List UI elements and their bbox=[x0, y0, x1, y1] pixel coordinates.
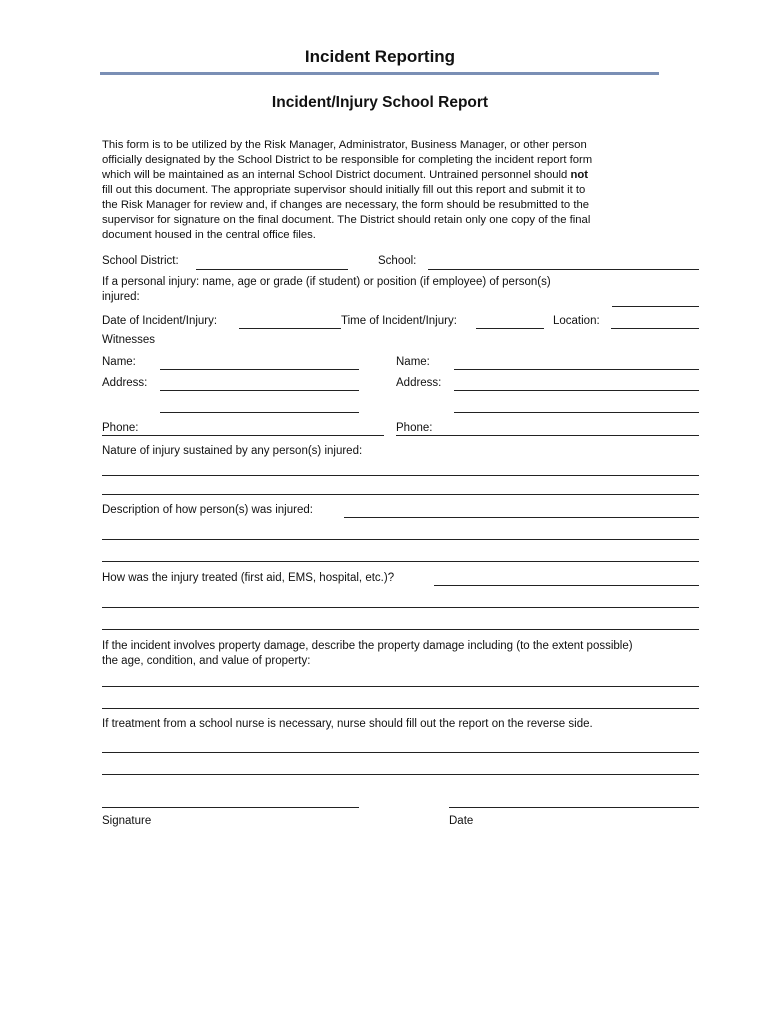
signature-field[interactable] bbox=[102, 807, 359, 808]
witness-address-field-right[interactable] bbox=[454, 390, 699, 391]
time-label: Time of Incident/Injury: bbox=[341, 315, 457, 327]
intro-emphasis: not bbox=[570, 169, 589, 181]
intro-line bbox=[102, 168, 662, 183]
witness-phone-label-right: Phone: bbox=[396, 422, 433, 434]
nurse-line-1[interactable] bbox=[102, 752, 699, 753]
school-district-label: School District: bbox=[102, 255, 179, 267]
page-header-title: Incident Reporting bbox=[304, 47, 456, 66]
witness-address-field-left-2[interactable] bbox=[160, 412, 359, 413]
school-field[interactable] bbox=[428, 269, 699, 270]
school-label: School: bbox=[378, 255, 417, 267]
witness-address-label-right: Address: bbox=[396, 377, 442, 389]
date-signed-label: Date bbox=[449, 815, 474, 827]
property-damage-line-2[interactable] bbox=[102, 708, 699, 709]
description-line-1[interactable] bbox=[344, 517, 699, 518]
person-injured-field[interactable] bbox=[612, 306, 699, 307]
witness-name-label-right: Name: bbox=[396, 356, 430, 368]
intro-paragraph bbox=[102, 138, 662, 243]
intro-line: the Risk Manager for review and, if changes are necessary, the form should be resubmitted to the bbox=[102, 199, 590, 211]
school-district-field[interactable] bbox=[196, 269, 348, 270]
witness-address-field-right-2[interactable] bbox=[454, 412, 699, 413]
witness-address-field-left[interactable] bbox=[160, 390, 359, 391]
witness-name-field-right[interactable] bbox=[454, 369, 699, 370]
property-damage-label-cont: the age, condition, and value of property: bbox=[102, 655, 311, 667]
nature-of-injury-line-1[interactable] bbox=[102, 475, 699, 476]
location-label: Location: bbox=[553, 315, 600, 327]
nature-of-injury-line-2[interactable] bbox=[102, 494, 699, 495]
witness-phone-field-left[interactable] bbox=[102, 435, 384, 436]
signature-label: Signature bbox=[102, 815, 152, 827]
intro-line: supervisor for signature on the final document. The District should retain only one copy of the final bbox=[102, 214, 591, 226]
witness-address-label-left: Address: bbox=[102, 377, 148, 389]
witness-name-field-left[interactable] bbox=[160, 369, 359, 370]
witness-name-label-left: Name: bbox=[102, 356, 136, 368]
location-field[interactable] bbox=[611, 328, 699, 329]
intro-line: officially designated by the School District to be responsible for completing the incident report form bbox=[102, 154, 593, 166]
intro-line: This form is to be utilized by the Risk Manager, Administrator, Business Manager, or other person bbox=[102, 139, 587, 151]
property-damage-line-1[interactable] bbox=[102, 686, 699, 687]
nature-of-injury-label: Nature of injury sustained by any person(s) injured: bbox=[102, 445, 363, 457]
personal-injury-label-cont: injured: bbox=[102, 291, 140, 303]
treatment-label: How was the injury treated (first aid, EMS, hospital, etc.)? bbox=[102, 572, 395, 584]
treatment-line-3[interactable] bbox=[102, 629, 699, 630]
nurse-line-2[interactable] bbox=[102, 774, 699, 775]
witness-phone-field-right[interactable] bbox=[396, 435, 699, 436]
date-signed-field[interactable] bbox=[449, 807, 699, 808]
personal-injury-label: If a personal injury: name, age or grade (if student) or position (if employee) of person(s) bbox=[102, 276, 551, 288]
header-divider bbox=[100, 72, 659, 75]
form-title: Incident/Injury School Report bbox=[271, 94, 489, 111]
description-line-3[interactable] bbox=[102, 561, 699, 562]
description-label: Description of how person(s) was injured: bbox=[102, 504, 313, 516]
date-field[interactable] bbox=[239, 328, 341, 329]
treatment-line-2[interactable] bbox=[102, 607, 699, 608]
time-field[interactable] bbox=[476, 328, 544, 329]
witnesses-heading: Witnesses bbox=[102, 334, 156, 346]
witness-phone-label-left: Phone: bbox=[102, 422, 139, 434]
intro-line: fill out this document. The appropriate supervisor should initially fill out this report and submit it to bbox=[102, 184, 586, 196]
intro-text: which will be maintained as an internal School District document. Untrained personnel should bbox=[102, 169, 571, 181]
property-damage-label: If the incident involves property damage, describe the property damage including (to the extent possible) bbox=[102, 640, 633, 652]
date-label: Date of Incident/Injury: bbox=[102, 315, 218, 327]
treatment-line-1[interactable] bbox=[434, 585, 699, 586]
nurse-note-label: If treatment from a school nurse is necessary, nurse should fill out the report on the reverse side. bbox=[102, 718, 593, 730]
intro-line: document housed in the central office files. bbox=[102, 229, 316, 241]
description-line-2[interactable] bbox=[102, 539, 699, 540]
